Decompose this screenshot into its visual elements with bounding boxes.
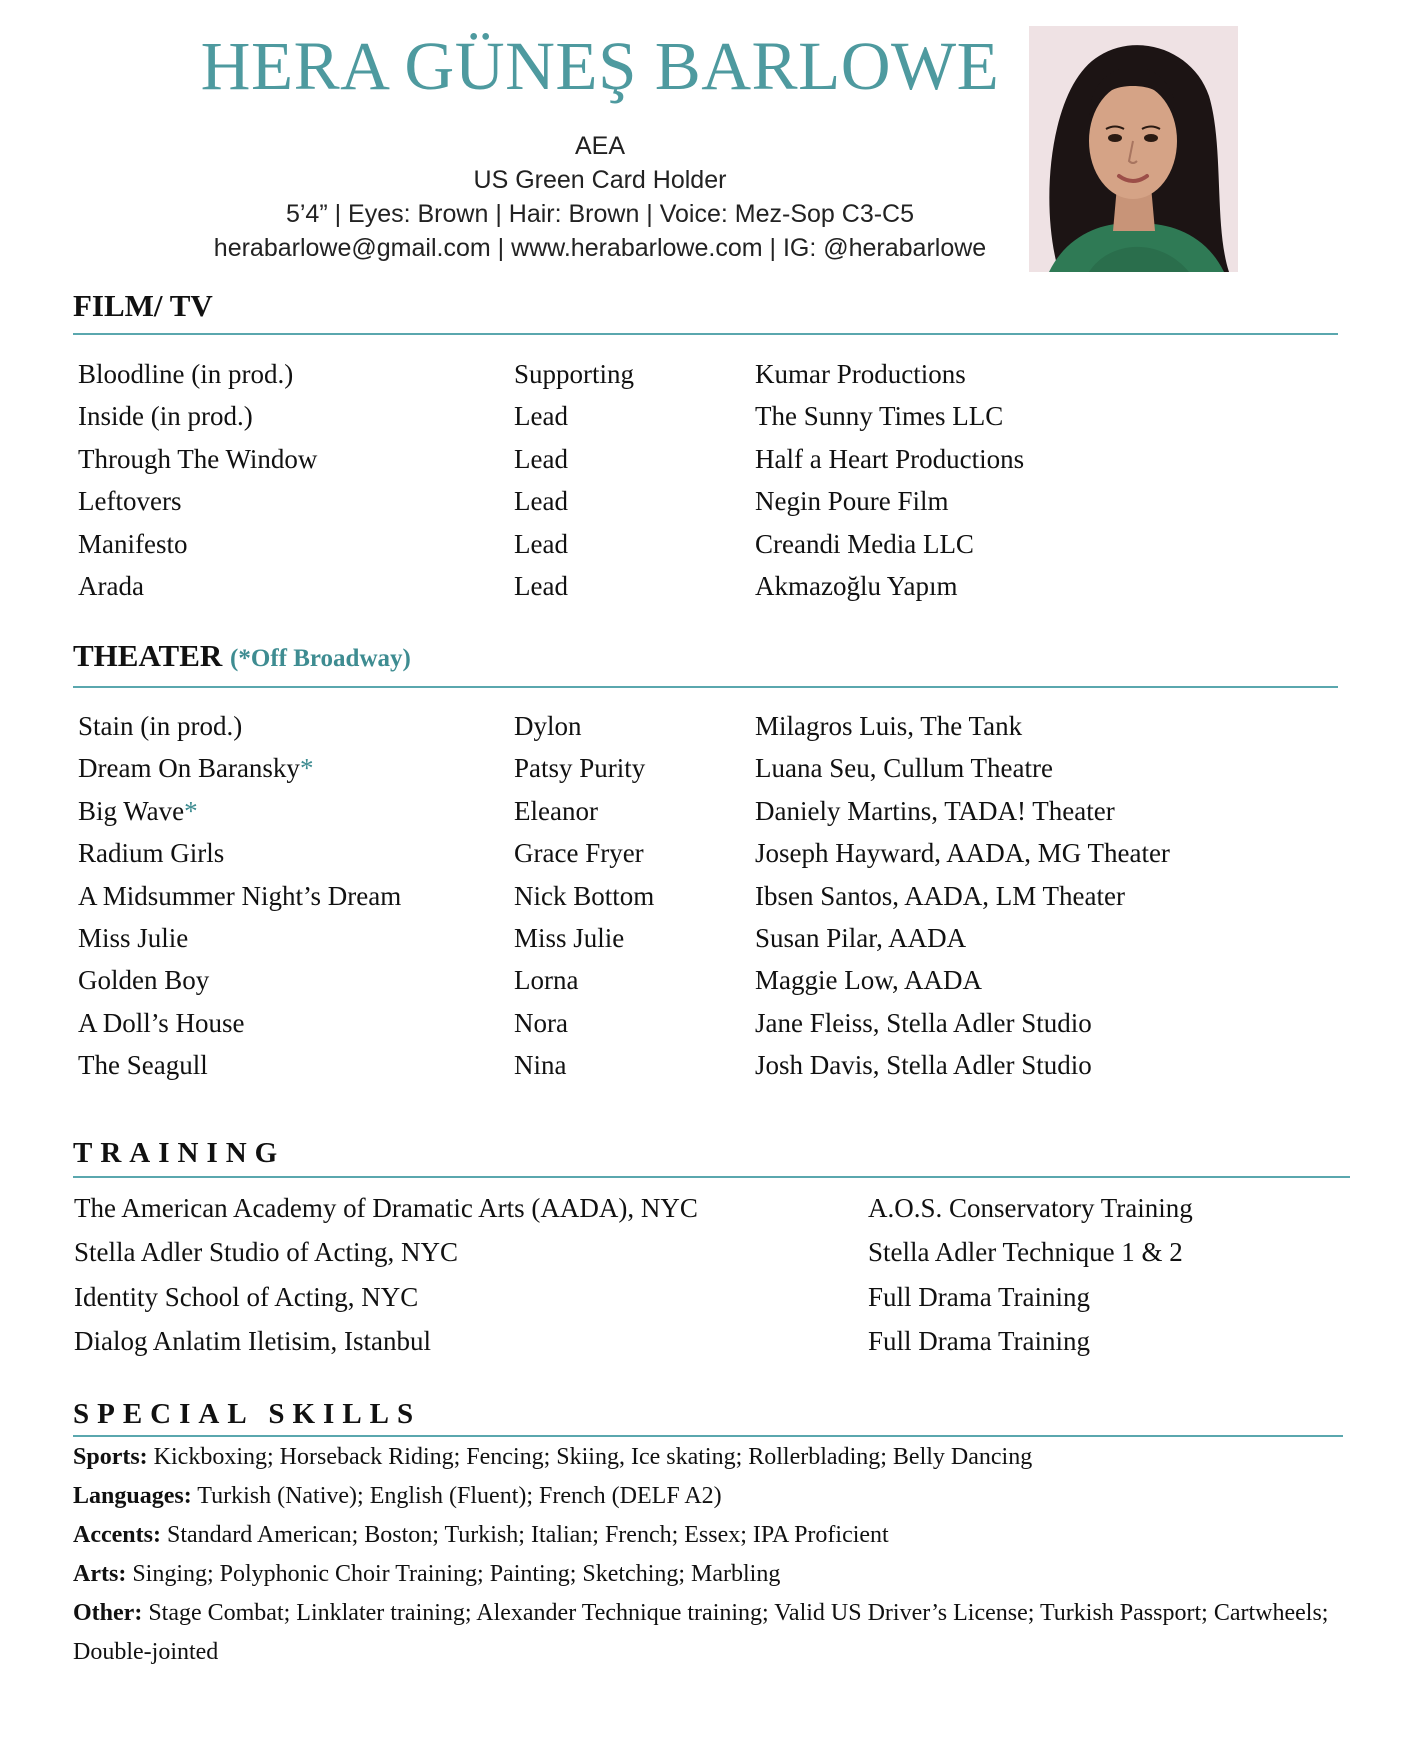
theater-title: THEATER (73, 638, 223, 673)
training-heading: TRAINING (73, 1137, 286, 1169)
credit-role: Lead (514, 486, 568, 517)
skill-text: Turkish (Native); English (Fluent); French (DELF A2) (197, 1483, 722, 1509)
credit-company: Akmazoğlu Yapım (755, 571, 958, 601)
training-program: Full Drama Training (868, 1325, 1091, 1356)
training-program: Stella Adler Technique 1 & 2 (868, 1237, 1183, 1268)
credit-title-text: Golden Boy (78, 965, 210, 996)
credit-title: Bloodline (in prod.) (78, 359, 294, 389)
credit-title-text: Dream On Baransky (78, 753, 300, 784)
film-tv-heading: FILM/ TV (73, 288, 213, 323)
film-tv-divider (73, 333, 1338, 335)
credit-title (78, 960, 209, 1000)
credit-title: Manifesto (78, 528, 188, 559)
credit-company: Negin Poure Film (755, 486, 949, 517)
training-row (0, 1321, 1416, 1365)
credit-title-text: A Midsummer Night’s Dream (78, 880, 402, 911)
credit-title-text: Miss Julie (78, 923, 189, 953)
theater-credit-row (0, 791, 1416, 831)
credit-director-venue: Jane Fleiss, Stella Adler Studio (755, 1007, 1092, 1038)
credit-title (78, 1045, 208, 1085)
skill-label: Sports: (73, 1444, 148, 1470)
off-broadway-note: (*Off Broadway) (230, 645, 411, 672)
skill-line (73, 1438, 1373, 1477)
skill-line (73, 1555, 1373, 1594)
credit-title: Through The Window (78, 443, 318, 474)
credit-director-venue: Josh Davis, Stella Adler Studio (755, 1050, 1092, 1081)
theater-credit-row (0, 1003, 1416, 1043)
training-school: Dialog Anlatim Iletisim, Istanbul (74, 1325, 431, 1356)
training-school: Stella Adler Studio of Acting, NYC (74, 1237, 458, 1268)
theater-credit-row (0, 960, 1416, 1000)
skill-text: Kickboxing; Horseback Riding; Fencing; Skiing, Ice skating; Rollerblading; Belly Dancing (153, 1444, 1033, 1470)
theater-credit-row (0, 706, 1416, 746)
special-skills-heading: SPECIAL SKILLS (73, 1398, 422, 1430)
special-skills-divider (73, 1435, 1343, 1437)
credit-director-venue: Milagros Luis, The Tank (755, 711, 1023, 741)
skill-text: Singing; Polyphonic Choir Training; Painting; Sketching; Marbling (132, 1561, 781, 1587)
theater-heading (73, 637, 411, 678)
skill-text: Stage Combat; Linklater training; Alexander Technique training; Valid US Driver’s License; Turkish Passport; Cartwheels; Double-jointed (73, 1600, 1329, 1665)
film-credit-row (0, 524, 1416, 564)
credit-title (78, 918, 188, 958)
credit-role: Lead (514, 401, 568, 432)
film-credit-row (0, 566, 1416, 606)
credit-role: Miss Julie (514, 923, 625, 953)
credit-title-text: Big Wave (78, 795, 185, 826)
skill-label: Languages: (73, 1483, 192, 1509)
skill-line (73, 1477, 1373, 1516)
theater-credit-row (0, 918, 1416, 958)
training-program: Full Drama Training (868, 1281, 1091, 1312)
credit-title-text: A Doll’s House (78, 1007, 245, 1038)
film-credit-row (0, 396, 1416, 436)
credit-title (78, 706, 242, 746)
credit-role: Nina (514, 1050, 567, 1081)
skill-line (73, 1516, 1373, 1555)
off-broadway-mark: * (184, 795, 198, 826)
training-divider (73, 1176, 1350, 1178)
skill-label: Other: (73, 1600, 143, 1626)
credit-role: Nick Bottom (514, 880, 655, 911)
credit-role: Dylon (514, 711, 582, 741)
credit-director-venue: Maggie Low, AADA (755, 965, 982, 996)
credit-title-text: Radium Girls (78, 838, 225, 869)
credit-director-venue: Joseph Hayward, AADA, MG Theater (755, 838, 1170, 869)
credit-role: Supporting (514, 359, 635, 389)
credit-title (78, 791, 198, 831)
training-row (0, 1188, 1416, 1232)
skill-label: Arts: (73, 1561, 127, 1587)
theater-credit-row (0, 1045, 1416, 1085)
training-program: A.O.S. Conservatory Training (868, 1193, 1193, 1223)
training-row (0, 1232, 1416, 1276)
credit-company: The Sunny Times LLC (755, 401, 1004, 432)
work-status: US Green Card Holder (473, 166, 727, 194)
credit-role: Lead (514, 443, 568, 474)
training-school: The American Academy of Dramatic Arts (AADA), NYC (74, 1193, 698, 1223)
credit-director-venue: Ibsen Santos, AADA, LM Theater (755, 880, 1125, 911)
credit-role: Patsy Purity (514, 753, 646, 784)
theater-divider (73, 686, 1338, 688)
credit-title: Inside (in prod.) (78, 401, 253, 432)
headshot-photo (1029, 26, 1238, 272)
credit-director-venue: Susan Pilar, AADA (755, 923, 967, 953)
credit-role: Grace Fryer (514, 838, 644, 869)
credit-role: Nora (514, 1007, 568, 1038)
credit-title (78, 1003, 245, 1043)
credit-role: Eleanor (514, 795, 598, 826)
theater-credit-row (0, 748, 1416, 788)
skill-label: Accents: (73, 1522, 161, 1548)
credit-company: Creandi Media LLC (755, 528, 974, 559)
credit-title-text: The Seagull (78, 1050, 208, 1081)
theater-credit-row (0, 833, 1416, 873)
union-affiliation: AEA (574, 132, 626, 160)
credit-role: Lead (514, 571, 568, 601)
credit-title: Arada (78, 571, 144, 601)
credit-title: Leftovers (78, 486, 182, 517)
film-credit-row (0, 439, 1416, 479)
credit-director-venue: Luana Seu, Cullum Theatre (755, 753, 1053, 784)
credit-director-venue: Daniely Martins, TADA! Theater (755, 795, 1115, 826)
credit-company: Half a Heart Productions (755, 443, 1025, 474)
skill-line (73, 1594, 1373, 1672)
training-school: Identity School of Acting, NYC (74, 1281, 419, 1312)
film-credit-row (0, 354, 1416, 394)
credit-company: Kumar Productions (755, 359, 966, 389)
physical-stats: 5’4” | Eyes: Brown | Hair: Brown | Voice: Mez-Sop C3-C5 (285, 200, 915, 228)
credit-role: Lorna (514, 965, 579, 996)
theater-credit-row (0, 876, 1416, 916)
film-credit-row (0, 481, 1416, 521)
actor-name: HERA GÜNEŞ BARLOWE (200, 28, 1000, 104)
credit-title (78, 748, 313, 788)
contact-info: herabarlowe@gmail.com | www.herabarlowe.com | IG: @herabarlowe (213, 234, 987, 262)
skill-text: Standard American; Boston; Turkish; Italian; French; Essex; IPA Proficient (166, 1522, 889, 1548)
off-broadway-mark: * (299, 753, 314, 784)
training-row (0, 1277, 1416, 1321)
credit-title-text: Stain (in prod.) (78, 711, 243, 741)
credit-title (78, 833, 224, 873)
credit-title (78, 876, 401, 916)
credit-role: Lead (514, 528, 568, 559)
